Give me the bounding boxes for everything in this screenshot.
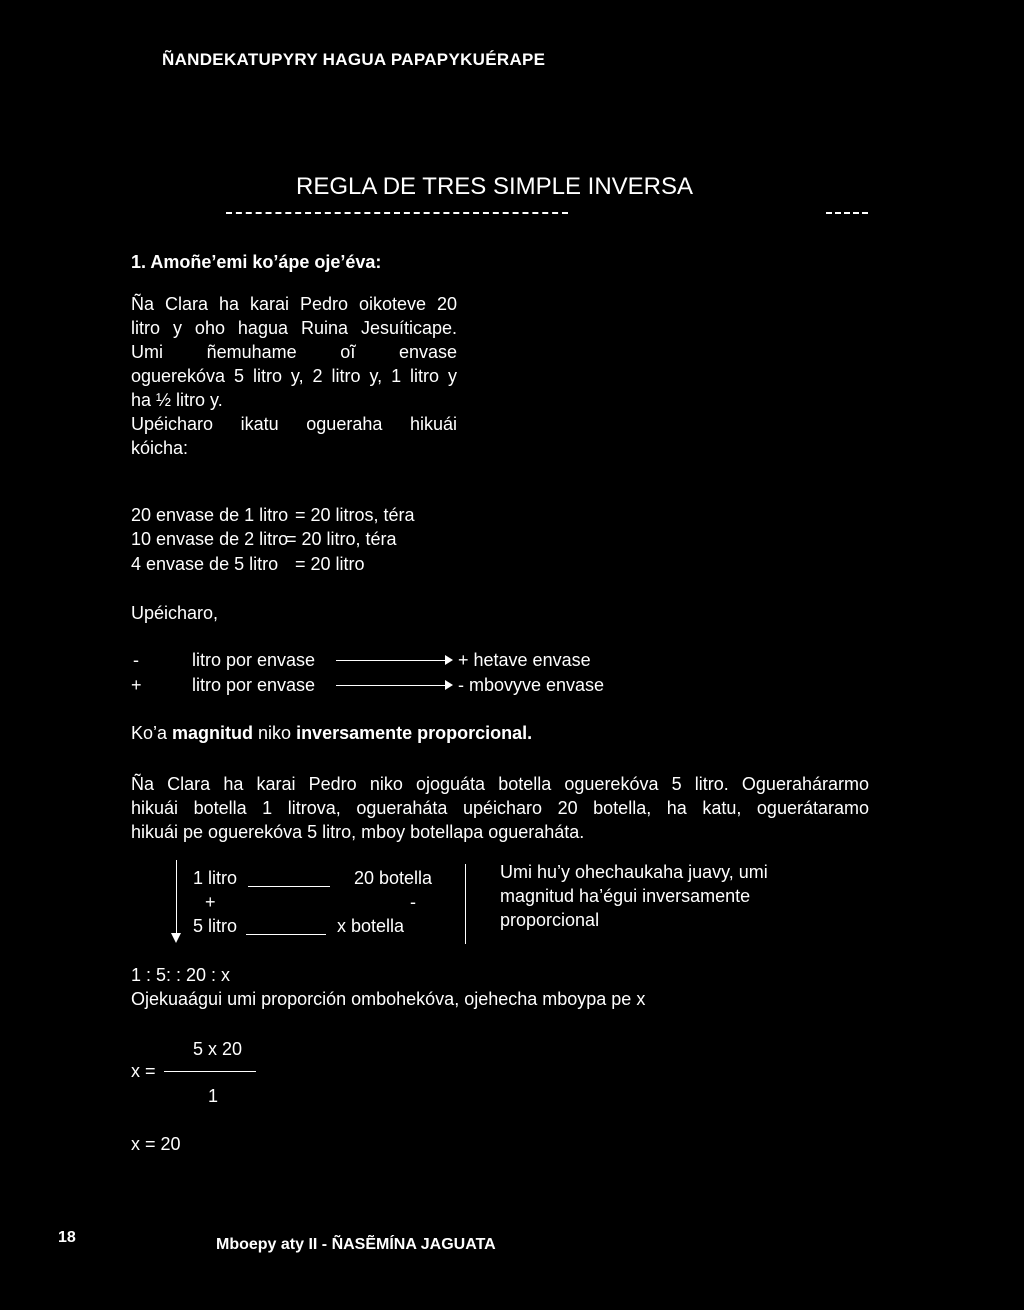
down-arrow-icon (171, 933, 181, 943)
statement-bold: inversamente proporcional. (296, 723, 533, 743)
statement-text: Ko’a (131, 723, 173, 743)
equation-row (131, 505, 288, 526)
note-line: magnitud ha’égui inversamente (500, 886, 751, 906)
equation-right: = 20 litros, téra (295, 505, 415, 525)
statement-text: niko (253, 723, 297, 743)
equation-right: = 20 litro, téra (286, 529, 397, 549)
note-line: proporcional (500, 910, 600, 930)
table-row1-left: 1 litro (193, 868, 238, 888)
fraction-denominator: 1 (208, 1086, 219, 1106)
table-sign-right: - (410, 892, 416, 912)
intro-line: Umi ñemuhame oĩ envase (131, 342, 457, 362)
note-line: Umi hu’y ohechaukaha juavy, umi (500, 862, 768, 882)
table-row1-right: 20 botella (354, 868, 433, 888)
table-divider (465, 864, 466, 944)
relation-label: litro por envase (192, 650, 316, 670)
page-number: 18 (58, 1229, 76, 1246)
upeicharo-label: Upéicharo, (131, 603, 219, 623)
page-title: REGLA DE TRES SIMPLE INVERSA (296, 173, 694, 200)
arrowhead-icon (445, 655, 453, 665)
conclusion-statement (131, 723, 532, 744)
instruction: Ojekuaágui umi proporción ombohekóva, ojehecha mboypa pe x (131, 989, 646, 1009)
arrowhead-icon (445, 680, 453, 690)
fraction-bar (164, 1071, 256, 1072)
relation-label: litro por envase (192, 675, 316, 695)
table-row1-line (248, 886, 330, 887)
table-row2-right: x botella (337, 916, 405, 936)
table-row2-line (246, 934, 326, 935)
proportion: 1 : 5: : 20 : x (131, 965, 231, 985)
intro-line: oguerekóva 5 litro y, 2 litro y, 1 litro y (131, 366, 457, 386)
equation-left: 20 envase de 1 litro (131, 505, 289, 525)
title-divider-right (826, 212, 868, 214)
statement-bold: magnitud (172, 723, 254, 743)
problem-paragraph (131, 772, 869, 844)
down-arrow-shaft (176, 860, 177, 936)
result: x = 20 (131, 1134, 181, 1154)
equation-right: = 20 litro (295, 554, 365, 574)
title-divider-left (226, 212, 568, 214)
running-header: ÑANDEKATUPYRY HAGUA PAPAPYKUÉRAPE (162, 50, 546, 69)
section-heading: 1. Amoñe’emi ko’ápe oje’éva: (131, 252, 382, 272)
problem-line: Ña Clara ha karai Pedro niko ojoguáta botella oguerekóva 5 litro. Oguerahárarmo (131, 774, 869, 794)
table-sign-left: + (205, 892, 216, 912)
intro-line: ha ½ litro y. (131, 390, 223, 410)
relation-result: + hetave envase (458, 650, 591, 670)
fraction-numerator: 5 x 20 (193, 1039, 243, 1059)
intro-line: Ña Clara ha karai Pedro oikoteve 20 (131, 294, 457, 314)
intro-line: Upéicharo ikatu ogueraha hikuái (131, 414, 457, 434)
intro-line: litro y oho hagua Ruina Jesuíticape. (131, 318, 457, 338)
footer-title: Mboepy aty II - ÑASẼMÍNA JAGUATA (216, 1236, 496, 1253)
fraction-lhs: x = (131, 1061, 156, 1081)
relation-sign: + (131, 675, 142, 695)
equation-left: 4 envase de 5 litro (131, 554, 279, 574)
table-row2-left: 5 litro (193, 916, 238, 936)
table-note (500, 860, 840, 932)
intro-line: kóicha: (131, 438, 189, 458)
intro-paragraph (131, 292, 457, 460)
equation-left: 10 envase de 2 litro (131, 529, 289, 549)
relation-sign: - (133, 650, 139, 670)
arrow-right-icon (336, 660, 446, 661)
arrow-right-icon (336, 685, 446, 686)
problem-line: hikuái pe oguerekóva 5 litro, mboy botellapa ogueraháta. (131, 822, 585, 842)
relation-result: - mbovyve envase (458, 675, 605, 695)
problem-line: hikuái botella 1 litrova, ogueraháta upéicharo 20 botella, ha katu, oguerátaramo (131, 798, 869, 818)
